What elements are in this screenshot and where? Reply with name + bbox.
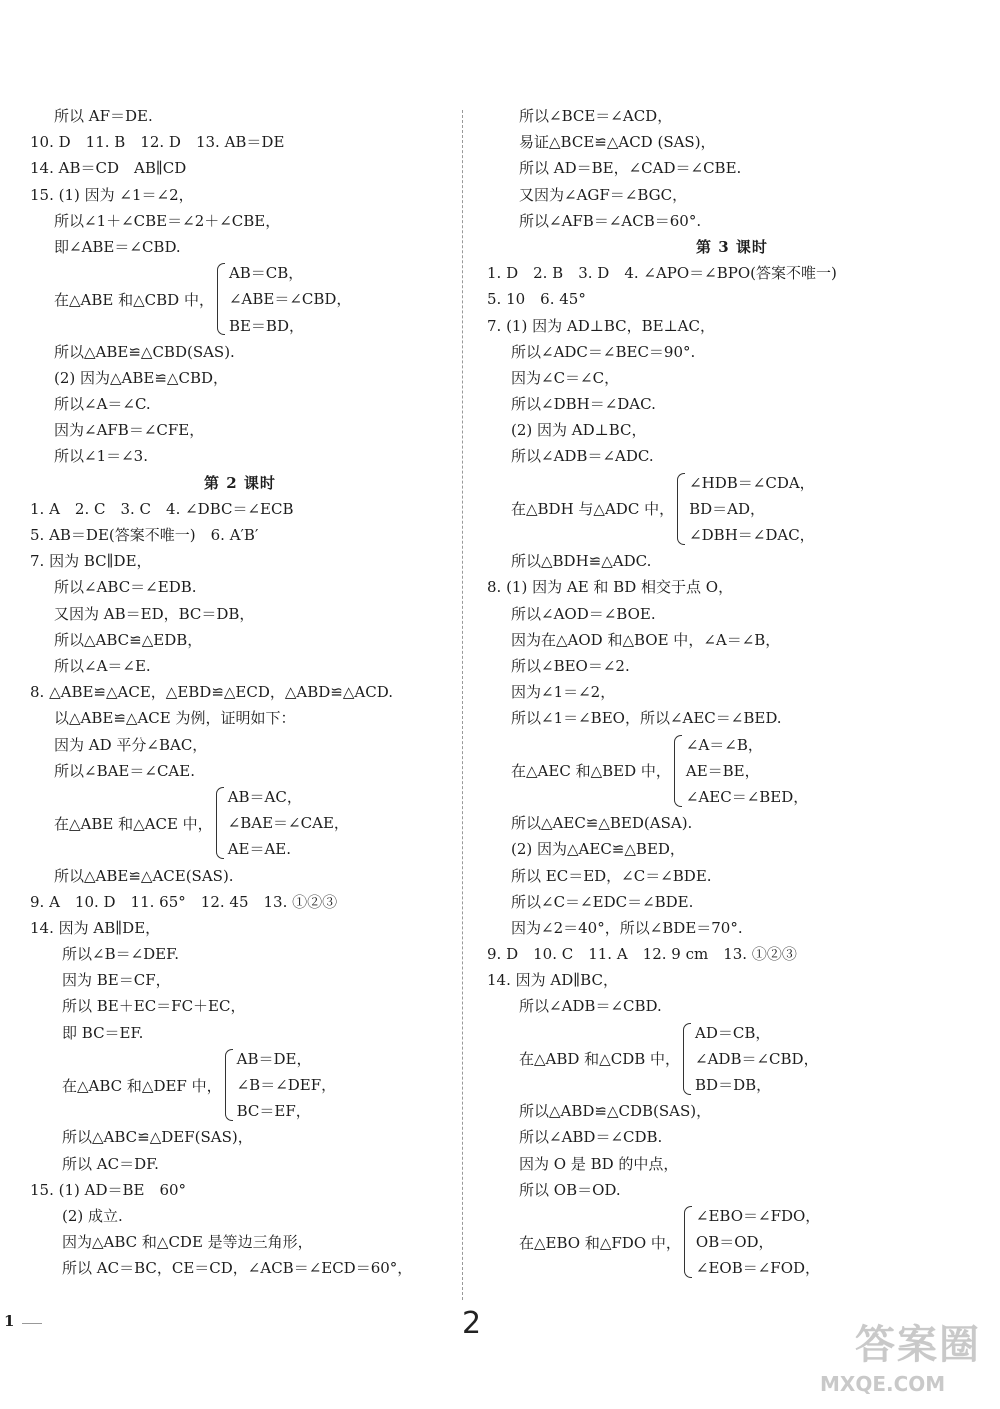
system-condition: ∠EBO＝∠FDO， — [695, 1206, 821, 1225]
system-condition: BD＝AD， — [689, 499, 765, 518]
answer-line: 所以∠BAE＝∠CAE. — [54, 761, 195, 780]
answer-line: 所以∠DBH＝∠DAC. — [511, 395, 656, 414]
system-conditions — [229, 260, 351, 339]
answer-line: 因为∠1＝∠2， — [511, 683, 616, 702]
answer-line: 所以△ABE≌△ACE(SAS). — [54, 866, 234, 885]
system-conditions — [228, 784, 349, 863]
answer-line: 所以△ABD≌△CDB(SAS)， — [519, 1102, 712, 1121]
system-conditions — [686, 732, 808, 811]
answer-line: 又因为 AB＝ED，BC＝DB， — [54, 604, 255, 623]
answer-line: 所以 AC＝BC，CE＝CD，∠ACB＝∠ECD＝60°， — [62, 1259, 413, 1278]
answer-line: 所以∠BCE＝∠ACD， — [519, 107, 673, 125]
answer-line: 因为∠C＝∠C， — [511, 368, 620, 387]
answer-line: 9. D 10. C 11. A 12. 9 cm 13. ①②③ — [487, 945, 797, 964]
equation-system — [30, 260, 450, 339]
system-condition: BD＝DB， — [695, 1076, 772, 1095]
answer-line: 所以∠BEO＝∠2. — [511, 656, 630, 675]
answer-line: 又因为∠AGF＝∠BGC， — [519, 185, 688, 204]
left-brace-icon — [683, 1023, 691, 1095]
left-brace-icon — [225, 1049, 233, 1121]
equation-system — [487, 1203, 977, 1282]
answer-line: 所以∠C＝∠EDC＝∠BDE. — [511, 892, 694, 911]
answer-line: 所以∠1＝∠BEO，所以∠AEC＝∠BED. — [511, 709, 782, 728]
answer-line: 所以△ABC≌△DEF(SAS)， — [62, 1128, 253, 1147]
page-number: 2 — [462, 1306, 482, 1341]
watermark-url: MXQE.COM — [820, 1372, 946, 1396]
answer-column-left — [30, 103, 450, 1282]
system-lead-text: 在△AEC 和△BED 中， — [511, 762, 671, 781]
answer-line: 7. (1) 因为 AD⊥BC，BE⊥AC， — [487, 316, 715, 335]
system-condition: ∠BAE＝∠CAE， — [227, 814, 349, 833]
answer-line: 所以∠1＋∠CBE＝∠2＋∠CBE， — [54, 211, 281, 230]
equation-system — [487, 470, 977, 549]
answer-line: 5. AB＝DE(答案不唯一) 6. A′B′ — [30, 526, 259, 545]
system-condition: AB＝DE， — [236, 1049, 312, 1068]
answer-line: 因为 O 是 BD 的中点， — [519, 1154, 679, 1173]
system-conditions — [696, 1203, 820, 1282]
system-condition: AB＝AC， — [227, 787, 302, 806]
answer-line: 所以△ABE≌△CBD(SAS). — [54, 342, 235, 361]
system-lead-text: 在△ABE 和△ACE 中， — [54, 814, 213, 833]
system-condition: BC＝EF， — [236, 1102, 311, 1121]
system-condition: ∠AEC＝∠BED， — [685, 787, 809, 806]
answer-line: 因为 BE＝CF， — [62, 971, 171, 990]
left-brace-icon — [217, 263, 225, 335]
system-lead-text: 在△BDH 与△ADC 中， — [511, 500, 675, 519]
answer-line: 1. A 2. C 3. C 4. ∠DBC＝∠ECB — [30, 499, 294, 518]
section-heading: 第 2 课时 — [204, 473, 276, 492]
answer-line: 所以∠ADB＝∠ADC. — [511, 447, 654, 466]
system-lead-text: 在△ABD 和△CDB 中， — [519, 1050, 681, 1069]
system-condition: AD＝CB， — [695, 1023, 771, 1042]
answer-line: 因为在△AOD 和△BOE 中，∠A＝∠B， — [511, 630, 781, 649]
system-lead-text: 在△EBO 和△FDO 中， — [519, 1233, 681, 1252]
answer-line: 14. AB＝CD AB∥CD — [30, 159, 187, 178]
system-condition: ∠HDB＝∠CDA， — [689, 473, 815, 492]
answer-line: 所以 AC＝DF. — [62, 1154, 159, 1173]
answer-line: 所以△ABC≌△EDB， — [54, 630, 203, 649]
answer-line: 因为∠2＝40°，所以∠BDE＝70°. — [511, 918, 743, 937]
system-condition: AE＝AE. — [227, 840, 292, 859]
system-condition: ∠ABE＝∠CBD， — [228, 290, 352, 309]
answer-line: 9. A 10. D 11. 65° 12. 45 13. ①②③ — [30, 892, 338, 911]
answer-line: 所以 AF＝DE. — [54, 107, 153, 125]
system-lead-text: 在△ABE 和△CBD 中， — [54, 290, 214, 309]
answer-line: 所以∠A＝∠C. — [54, 395, 151, 414]
answer-line: 所以△AEC≌△BED(ASA). — [511, 814, 693, 833]
answer-line: (2) 因为△ABE≌△CBD， — [54, 368, 228, 387]
answer-line: 所以∠1＝∠3. — [54, 447, 148, 466]
answer-line: 15. (1) AD＝BE 60° — [30, 1180, 187, 1199]
answer-line: 以△ABE≌△ACE 为例，证明如下： — [54, 709, 296, 728]
left-brace-icon — [684, 1206, 692, 1278]
corner-rule — [22, 1323, 42, 1324]
answer-line: 8. (1) 因为 AE 和 BD 相交于点 O， — [487, 578, 734, 597]
answer-line: 所以∠ABC＝∠EDB. — [54, 578, 197, 597]
system-conditions — [689, 470, 815, 549]
answer-line: (2) 成立. — [62, 1206, 123, 1225]
system-condition: ∠ADB＝∠CBD， — [695, 1049, 819, 1068]
watermark-logo-text: 答案圈 — [855, 1322, 981, 1368]
answer-line: 因为∠AFB＝∠CFE， — [54, 421, 205, 440]
answer-line: 5. 10 6. 45° — [487, 290, 586, 309]
answer-line: 8. △ABE≌△ACE，△EBD≌△ECD，△ABD≌△ACD. — [30, 683, 393, 702]
section-heading: 第 3 课时 — [696, 237, 768, 256]
answer-line: 所以∠ADB＝∠CBD. — [519, 997, 662, 1016]
answer-line: 即 BC＝EF. — [62, 1023, 144, 1042]
system-lead-text: 在△ABC 和△DEF 中， — [62, 1076, 222, 1095]
answer-line: 15. (1) 因为 ∠1＝∠2， — [30, 185, 194, 204]
answer-line: 14. 因为 AB∥DE， — [30, 918, 161, 937]
answer-line: 7. 因为 BC∥DE， — [30, 552, 152, 571]
system-condition: ∠A＝∠B， — [685, 735, 763, 754]
answer-line: 所以∠A＝∠E. — [54, 656, 151, 675]
answer-line: 所以∠AOD＝∠BOE. — [511, 604, 656, 623]
answer-line: 所以 OB＝OD. — [519, 1180, 621, 1199]
answer-line: 10. D 11. B 12. D 13. AB＝DE — [30, 133, 285, 152]
answer-line: 因为△ABC 和△CDE 是等边三角形， — [62, 1233, 313, 1252]
system-condition: BE＝BD， — [228, 316, 304, 335]
system-conditions — [237, 1046, 337, 1125]
answer-line: (2) 因为 AD⊥BC， — [511, 421, 647, 440]
equation-system — [487, 1020, 977, 1099]
system-condition: ∠B＝∠DEF， — [236, 1076, 337, 1095]
answer-line: (2) 因为△AEC≌△BED， — [511, 840, 685, 859]
equation-system — [487, 732, 977, 811]
left-brace-icon — [216, 787, 224, 859]
answer-line: 所以 AD＝BE，∠CAD＝∠CBE. — [519, 159, 742, 178]
system-condition: ∠DBH＝∠DAC， — [689, 526, 815, 545]
system-condition: AE＝BE， — [685, 761, 760, 780]
answer-column-right — [487, 103, 977, 1282]
answer-line: 1. D 2. B 3. D 4. ∠APO＝∠BPO(答案不唯一) — [487, 264, 837, 283]
system-condition: AB＝CB， — [228, 264, 304, 283]
system-condition: OB＝OD， — [695, 1233, 774, 1252]
answer-line: 易证△BCE≌△ACD (SAS)， — [519, 133, 716, 152]
column-divider — [462, 110, 463, 1300]
answer-line: 14. 因为 AD∥BC， — [487, 971, 618, 990]
answer-line: 所以△BDH≌△ADC. — [511, 552, 652, 571]
answer-line: 所以∠ADC＝∠BEC＝90°. — [511, 342, 696, 361]
answer-line: 所以∠AFB＝∠ACB＝60°. — [519, 211, 702, 230]
answer-line: 所以 BE＋EC＝FC＋EC， — [62, 997, 246, 1016]
system-conditions — [695, 1020, 819, 1099]
equation-system — [30, 784, 450, 863]
answer-line: 所以 EC＝ED，∠C＝∠BDE. — [511, 866, 712, 885]
left-brace-icon — [677, 473, 685, 545]
answer-line: 所以∠B＝∠DEF. — [62, 945, 179, 964]
corner-mark: 1 — [4, 1312, 15, 1330]
system-condition: ∠EOB＝∠FOD， — [695, 1259, 821, 1278]
left-brace-icon — [674, 735, 682, 807]
answer-line: 所以∠ABD＝∠CDB. — [519, 1128, 663, 1147]
answer-line: 因为 AD 平分∠BAC， — [54, 735, 208, 754]
equation-system — [30, 1046, 450, 1125]
answer-line: 即∠ABE＝∠CBD. — [54, 237, 181, 256]
